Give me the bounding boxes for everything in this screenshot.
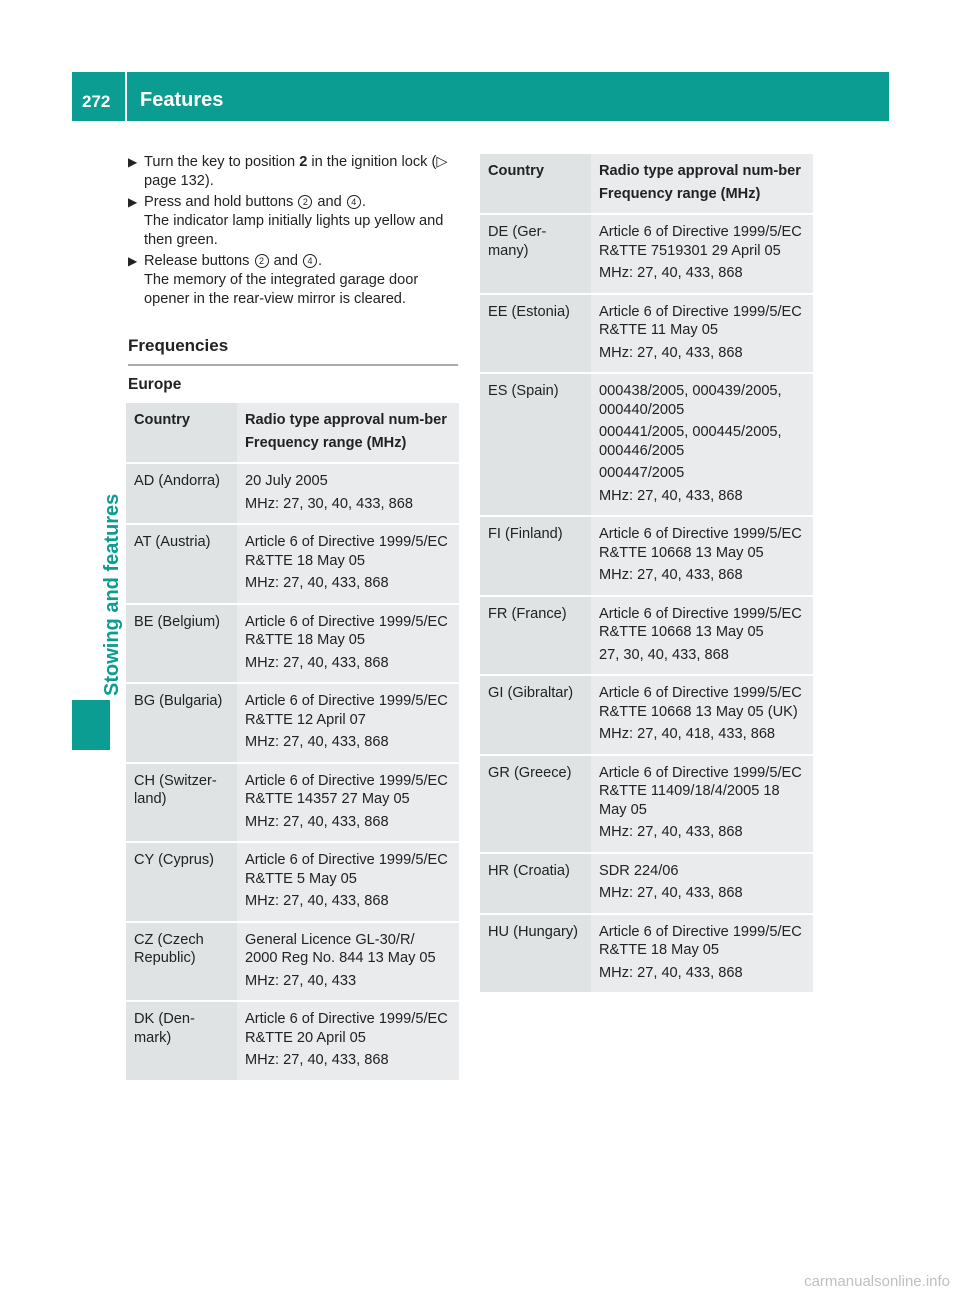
approval-cell [591,215,813,293]
country-cell: BG (Bulgaria) [126,684,237,762]
table-row [126,1002,459,1080]
approval-line: 27, 30, 40, 433, 868 [599,646,729,663]
instruction-step: ▶ Release buttons 2 and 4 . The memory of the integrated garage door opener in the rear-view mirror is cleared. [128,253,419,307]
approval-line: MHz: 27, 40, 433, 868 [245,1052,389,1068]
step-detail: The indicator lamp initially lights up yellow and then green. [144,213,444,248]
column-header-approval: Radio type approval num-ber Frequency range (MHz) [237,403,459,462]
approval-line: Article 6 of Directive 1999/5/EC R&TTE 5 May 05 [245,852,448,887]
approval-cell [591,676,813,754]
step-arrow-icon: ▶ [128,155,138,169]
table-row [126,525,459,603]
table-row [480,215,813,293]
approval-line: MHz: 27, 40, 433, 868 [245,734,389,750]
country-cell: FI (Finland) [480,517,591,595]
table-row [480,295,813,373]
approval-line: MHz: 27, 40, 433, 868 [599,885,743,901]
approval-cell [237,843,459,921]
section-heading: Frequencies [128,336,458,366]
approval-line: Article 6 of Directive 1999/5/EC R&TTE 11409/18/4/2005 18 May 05 [599,764,802,818]
button-number-icon: 4 [303,254,317,268]
table-row [480,676,813,754]
step-arrow-icon: ▶ [128,195,138,209]
step-arrow-icon: ▶ [128,254,138,268]
approval-line: MHz: 27, 40, 433, 868 [245,893,389,909]
country-cell: EE (Estonia) [480,295,591,373]
table-row [480,756,813,852]
table-row [126,923,459,1001]
approval-line: Article 6 of Directive 1999/5/EC R&TTE 10668 13 May 05 [599,605,802,640]
approval-line: Article 6 of Directive 1999/5/EC R&TTE 14357 27 May 05 [245,772,448,807]
approval-line: Article 6 of Directive 1999/5/EC R&TTE 11 May 05 [599,303,802,338]
approval-cell [591,854,813,913]
country-cell: HU (Hungary) [480,915,591,993]
approval-line: Article 6 of Directive 1999/5/EC R&TTE 10668 13 May 05 (UK) [599,685,802,720]
approval-line: MHz: 27, 40, 433, 868 [599,265,743,281]
section-tab-label: Stowing and features [101,493,123,696]
approval-line: MHz: 27, 40, 433, 868 [245,654,389,671]
table-row [126,843,459,921]
table-row [480,597,813,675]
country-cell: BE (Belgium) [126,605,237,683]
country-cell: DK (Den-mark) [126,1002,237,1080]
page-title: Features [140,89,224,111]
approval-line: General Licence GL-30/R/ 2000 Reg No. 844 13 May 05 [245,931,436,966]
country-cell: ES (Spain) [480,374,591,515]
approval-line: 20 July 2005 [245,473,328,489]
table-row [126,464,459,523]
country-cell: GR (Greece) [480,756,591,852]
table-row [480,517,813,595]
table-row [126,684,459,762]
approval-line: MHz: 27, 30, 40, 433, 868 [245,495,413,512]
instruction-step: ▶ Turn the key to position 2 in the ignition lock (▷ page 132). [128,154,451,189]
frequency-table-left [126,401,459,1082]
button-number-icon: 4 [347,195,361,209]
approval-line: Article 6 of Directive 1999/5/EC R&TTE 18 May 05 [245,613,448,648]
approval-line: Article 6 of Directive 1999/5/EC R&TTE 12 April 07 [245,693,448,728]
approval-cell [237,764,459,842]
approval-cell [591,517,813,595]
approval-line: SDR 224/06 [599,862,679,879]
table-header-row [126,403,459,462]
subsection-heading: Europe [128,376,182,393]
approval-cell [591,597,813,675]
approval-cell [591,295,813,373]
country-cell: GI (Gibraltar) [480,676,591,754]
approval-line: Article 6 of Directive 1999/5/EC R&TTE 18 May 05 [599,923,802,958]
approval-cell [237,684,459,762]
column-header-country: Country [126,403,237,462]
table-row [480,915,813,993]
approval-cell [237,605,459,683]
button-number-icon: 2 [255,254,269,268]
button-number-icon: 2 [298,195,312,209]
table-row [126,764,459,842]
approval-line: MHz: 27, 40, 418, 433, 868 [599,726,776,742]
table-row [480,374,813,515]
country-cell: AT (Austria) [126,525,237,603]
approval-line: MHz: 27, 40, 433, 868 [245,575,389,591]
approval-line: Article 6 of Directive 1999/5/EC R&TTE 20 April 05 [245,1011,448,1046]
page-number: 272 [82,92,111,111]
table-header-row [480,154,813,213]
approval-line: MHz: 27, 40, 433, 868 [245,813,389,830]
column-header-country: Country [480,154,591,213]
country-cell: FR (France) [480,597,591,675]
approval-cell [237,923,459,1001]
instruction-list [128,153,460,311]
approval-line: 000447/2005 [599,465,685,481]
column-header-approval: Radio type approval num-ber Frequency range (MHz) [591,154,813,213]
approval-cell [591,374,813,515]
approval-line: MHz: 27, 40, 433, 868 [599,567,743,583]
country-cell: CH (Switzer-land) [126,764,237,842]
approval-line: Article 6 of Directive 1999/5/EC R&TTE 7519301 29 April 05 [599,224,802,259]
country-cell: CZ (Czech Republic) [126,923,237,1001]
country-cell: DE (Ger-many) [480,215,591,293]
approval-line: MHz: 27, 40, 433, 868 [599,344,743,361]
approval-line: Article 6 of Directive 1999/5/EC R&TTE 18 May 05 [245,534,448,569]
country-cell: AD (Andorra) [126,464,237,523]
footer-watermark: carmanualsonline.info [804,1273,950,1290]
approval-line: 000438/2005, 000439/2005, 000440/2005 [599,383,782,418]
country-cell: CY (Cyprus) [126,843,237,921]
table-row [480,854,813,913]
approval-cell [237,525,459,603]
page-ref-arrow-icon: ▷ [436,154,451,170]
header-divider [125,72,127,121]
table-row [126,605,459,683]
approval-cell [591,915,813,993]
approval-line: MHz: 27, 40, 433, 868 [599,964,743,981]
approval-line: MHz: 27, 40, 433 [245,972,357,989]
approval-line: 000441/2005, 000445/2005, 000446/2005 [599,424,782,459]
approval-cell [237,1002,459,1080]
country-cell: HR (Croatia) [480,854,591,913]
approval-cell [591,756,813,852]
approval-cell [237,464,459,523]
instruction-step: ▶ Press and hold buttons 2 and 4 . The indicator lamp initially lights up yellow and then green. [128,194,444,248]
approval-line: MHz: 27, 40, 433, 868 [599,487,743,504]
section-tab-marker [72,700,110,750]
page-reference-link[interactable]: page 132). [144,173,214,189]
step-detail: The memory of the integrated garage door opener in the rear-view mirror is cleared. [144,272,419,307]
approval-line: Article 6 of Directive 1999/5/EC R&TTE 10668 13 May 05 [599,526,802,561]
frequency-table-right [480,152,813,994]
approval-line: MHz: 27, 40, 433, 868 [599,824,743,840]
